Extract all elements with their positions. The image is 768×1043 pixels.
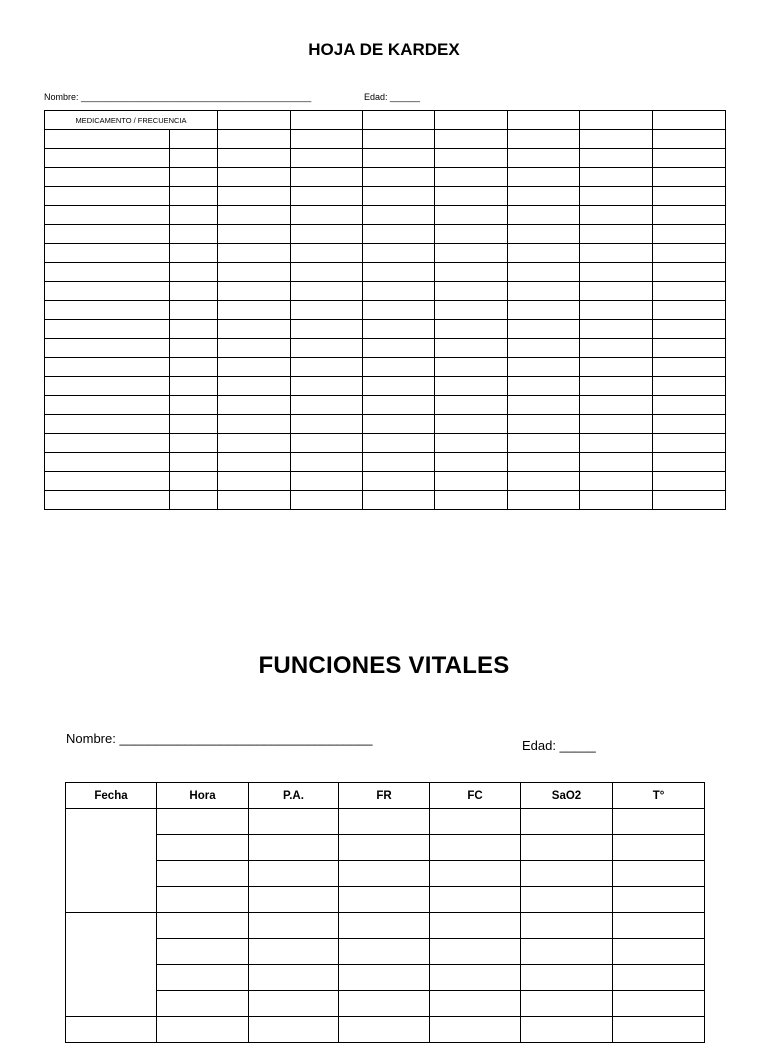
- kardex-cell: [508, 282, 580, 301]
- kardex-nombre-field: Nombre: ______________________________________________: [44, 92, 312, 102]
- kardex-cell: [363, 206, 435, 225]
- kardex-cell: [218, 130, 291, 149]
- kardex-cell: [218, 111, 291, 130]
- vitales-cell: [157, 991, 249, 1017]
- kardex-cell: [291, 453, 363, 472]
- vitales-cell: [157, 809, 249, 835]
- kardex-row: [45, 434, 726, 453]
- kardex-cell: [580, 377, 653, 396]
- fecha-cell: [66, 1017, 157, 1043]
- vitales-cell: [521, 861, 613, 887]
- kardex-cell: [580, 244, 653, 263]
- kardex-cell: [45, 282, 170, 301]
- vitales-cell: [249, 913, 339, 939]
- kardex-cell: [363, 415, 435, 434]
- kardex-cell: [363, 301, 435, 320]
- kardex-cell: [508, 111, 580, 130]
- kardex-cell: [580, 358, 653, 377]
- kardex-cell: [363, 111, 435, 130]
- kardex-row: [45, 491, 726, 510]
- kardex-cell: [580, 453, 653, 472]
- kardex-edad-field: Edad: ______: [364, 92, 421, 102]
- kardex-cell: [508, 187, 580, 206]
- kardex-cell: [435, 320, 508, 339]
- kardex-cell: [363, 244, 435, 263]
- kardex-cell: [291, 491, 363, 510]
- kardex-cell: [170, 377, 218, 396]
- kardex-cell: [170, 453, 218, 472]
- kardex-cell: [218, 225, 291, 244]
- vitales-cell: [430, 1017, 521, 1043]
- kardex-cell: [580, 187, 653, 206]
- kardex-cell: [363, 263, 435, 282]
- kardex-row: [45, 282, 726, 301]
- header-fc: FC: [430, 783, 521, 809]
- kardex-cell: [363, 225, 435, 244]
- kardex-cell: [170, 301, 218, 320]
- kardex-cell: [45, 415, 170, 434]
- kardex-cell: [170, 244, 218, 263]
- kardex-cell: [653, 206, 726, 225]
- vitales-header-row: [66, 783, 705, 809]
- kardex-cell: [363, 130, 435, 149]
- kardex-cell: [653, 358, 726, 377]
- vitales-cell: [521, 913, 613, 939]
- kardex-cell: [580, 396, 653, 415]
- kardex-cell: [45, 206, 170, 225]
- vitales-cell: [521, 887, 613, 913]
- kardex-cell: [291, 339, 363, 358]
- kardex-cell: [580, 225, 653, 244]
- vitales-cell: [430, 809, 521, 835]
- kardex-cell: [291, 434, 363, 453]
- vitales-cell: [430, 991, 521, 1017]
- kardex-medicamento-header: MEDICAMENTO / FRECUENCIA: [45, 111, 218, 130]
- kardex-cell: [363, 339, 435, 358]
- kardex-cell: [653, 187, 726, 206]
- kardex-cell: [291, 472, 363, 491]
- vitales-cell: [157, 965, 249, 991]
- kardex-cell: [653, 263, 726, 282]
- kardex-cell: [653, 168, 726, 187]
- kardex-cell: [435, 301, 508, 320]
- kardex-cell: [653, 282, 726, 301]
- kardex-cell: [435, 415, 508, 434]
- kardex-row: [45, 130, 726, 149]
- vitales-row: [66, 861, 705, 887]
- kardex-table: [44, 110, 726, 510]
- kardex-cell: [363, 187, 435, 206]
- kardex-cell: [435, 225, 508, 244]
- vitales-cell: [249, 809, 339, 835]
- vitales-row: [66, 835, 705, 861]
- kardex-cell: [170, 149, 218, 168]
- vitales-row: [66, 887, 705, 913]
- vitales-cell: [613, 939, 705, 965]
- vitales-cell: [521, 939, 613, 965]
- kardex-cell: [508, 434, 580, 453]
- vitales-cell: [339, 809, 430, 835]
- kardex-cell: [291, 263, 363, 282]
- kardex-cell: [653, 149, 726, 168]
- vitales-cell: [157, 939, 249, 965]
- kardex-cell: [435, 396, 508, 415]
- kardex-cell: [508, 396, 580, 415]
- kardex-cell: [218, 282, 291, 301]
- vitales-cell: [249, 861, 339, 887]
- vitales-cell: [157, 835, 249, 861]
- kardex-cell: [170, 339, 218, 358]
- kardex-cell: [435, 358, 508, 377]
- vitales-cell: [339, 913, 430, 939]
- kardex-cell: [653, 111, 726, 130]
- kardex-cell: [508, 225, 580, 244]
- vitales-cell: [249, 991, 339, 1017]
- kardex-cell: [218, 396, 291, 415]
- kardex-cell: [580, 320, 653, 339]
- kardex-cell: [580, 130, 653, 149]
- vitales-cell: [521, 991, 613, 1017]
- kardex-cell: [435, 377, 508, 396]
- kardex-cell: [45, 187, 170, 206]
- vitales-cell: [613, 991, 705, 1017]
- vitales-cell: [430, 887, 521, 913]
- kardex-cell: [508, 301, 580, 320]
- vitales-cell: [430, 965, 521, 991]
- vitales-cell: [521, 835, 613, 861]
- kardex-cell: [170, 225, 218, 244]
- kardex-cell: [435, 491, 508, 510]
- kardex-cell: [218, 263, 291, 282]
- kardex-cell: [291, 168, 363, 187]
- kardex-cell: [170, 130, 218, 149]
- kardex-cell: [170, 263, 218, 282]
- kardex-row: [45, 396, 726, 415]
- kardex-cell: [580, 301, 653, 320]
- kardex-cell: [435, 111, 508, 130]
- kardex-cell: [45, 225, 170, 244]
- header-temp: T°: [613, 783, 705, 809]
- vitales-cell: [157, 913, 249, 939]
- kardex-cell: [291, 415, 363, 434]
- kardex-cell: [363, 396, 435, 415]
- kardex-cell: [580, 149, 653, 168]
- kardex-cell: [45, 472, 170, 491]
- kardex-cell: [170, 434, 218, 453]
- header-fr: FR: [339, 783, 430, 809]
- kardex-cell: [170, 472, 218, 491]
- kardex-cell: [435, 434, 508, 453]
- kardex-cell: [170, 187, 218, 206]
- vitales-cell: [613, 861, 705, 887]
- vitales-row: [66, 809, 705, 835]
- vitales-cell: [613, 887, 705, 913]
- kardex-cell: [218, 453, 291, 472]
- kardex-cell: [291, 187, 363, 206]
- kardex-cell: [508, 206, 580, 225]
- kardex-cell: [218, 244, 291, 263]
- vitales-cell: [430, 835, 521, 861]
- kardex-cell: [291, 225, 363, 244]
- kardex-cell: [363, 149, 435, 168]
- vitales-cell: [157, 1017, 249, 1043]
- kardex-cell: [218, 149, 291, 168]
- vitales-row: [66, 1017, 705, 1043]
- vitales-cell: [249, 965, 339, 991]
- kardex-row: [45, 320, 726, 339]
- kardex-cell: [435, 263, 508, 282]
- kardex-cell: [508, 149, 580, 168]
- kardex-row: [45, 187, 726, 206]
- vitales-cell: [430, 939, 521, 965]
- kardex-row: [45, 415, 726, 434]
- kardex-cell: [435, 244, 508, 263]
- vitales-row: [66, 939, 705, 965]
- vitales-cell: [339, 1017, 430, 1043]
- kardex-cell: [653, 453, 726, 472]
- kardex-cell: [653, 130, 726, 149]
- kardex-cell: [291, 358, 363, 377]
- kardex-cell: [653, 339, 726, 358]
- kardex-cell: [435, 206, 508, 225]
- kardex-cell: [653, 244, 726, 263]
- kardex-cell: [218, 358, 291, 377]
- kardex-cell: [508, 130, 580, 149]
- kardex-cell: [218, 339, 291, 358]
- vitales-cell: [613, 1017, 705, 1043]
- kardex-cell: [170, 491, 218, 510]
- kardex-cell: [435, 339, 508, 358]
- kardex-cell: [363, 282, 435, 301]
- kardex-cell: [508, 472, 580, 491]
- kardex-cell: [363, 168, 435, 187]
- kardex-cell: [170, 415, 218, 434]
- kardex-cell: [45, 168, 170, 187]
- kardex-row: [45, 149, 726, 168]
- kardex-cell: [508, 491, 580, 510]
- vitales-cell: [613, 809, 705, 835]
- kardex-row: [45, 472, 726, 491]
- vitales-row: [66, 913, 705, 939]
- kardex-cell: [291, 396, 363, 415]
- kardex-cell: [363, 320, 435, 339]
- kardex-cell: [170, 320, 218, 339]
- kardex-cell: [291, 282, 363, 301]
- vitales-cell: [339, 965, 430, 991]
- kardex-cell: [580, 339, 653, 358]
- kardex-cell: [508, 358, 580, 377]
- kardex-cell: [653, 301, 726, 320]
- kardex-cell: [508, 377, 580, 396]
- kardex-row: [45, 244, 726, 263]
- header-fecha: Fecha: [66, 783, 157, 809]
- kardex-row: [45, 168, 726, 187]
- vitales-cell: [157, 861, 249, 887]
- kardex-cell: [170, 168, 218, 187]
- kardex-cell: [653, 320, 726, 339]
- kardex-cell: [170, 358, 218, 377]
- vitales-cell: [249, 939, 339, 965]
- vitales-cell: [613, 835, 705, 861]
- kardex-cell: [218, 415, 291, 434]
- kardex-cell: [508, 415, 580, 434]
- vitales-cell: [613, 913, 705, 939]
- kardex-cell: [580, 263, 653, 282]
- kardex-row: [45, 225, 726, 244]
- kardex-cell: [45, 130, 170, 149]
- vitales-title: FUNCIONES VITALES: [258, 652, 510, 679]
- kardex-title: HOJA DE KARDEX: [308, 40, 460, 59]
- kardex-cell: [363, 453, 435, 472]
- vitales-cell: [521, 1017, 613, 1043]
- kardex-cell: [653, 434, 726, 453]
- kardex-cell: [291, 320, 363, 339]
- kardex-cell: [580, 111, 653, 130]
- kardex-cell: [580, 282, 653, 301]
- kardex-cell: [218, 320, 291, 339]
- kardex-cell: [508, 320, 580, 339]
- kardex-cell: [218, 206, 291, 225]
- kardex-cell: [653, 377, 726, 396]
- vitales-cell: [430, 861, 521, 887]
- vitales-row: [66, 991, 705, 1017]
- vitales-row: [66, 965, 705, 991]
- kardex-cell: [45, 491, 170, 510]
- vitales-cell: [339, 991, 430, 1017]
- vitales-cell: [430, 913, 521, 939]
- kardex-cell: [508, 263, 580, 282]
- kardex-row: [45, 453, 726, 472]
- kardex-row: [45, 263, 726, 282]
- kardex-cell: [218, 434, 291, 453]
- vitales-cell: [613, 965, 705, 991]
- kardex-cell: [653, 472, 726, 491]
- fecha-cell: [66, 809, 157, 913]
- vitales-edad-field: Edad: _____: [522, 738, 596, 753]
- kardex-cell: [218, 472, 291, 491]
- kardex-cell: [218, 301, 291, 320]
- kardex-cell: [45, 301, 170, 320]
- kardex-cell: [45, 434, 170, 453]
- kardex-cell: [291, 301, 363, 320]
- kardex-cell: [653, 225, 726, 244]
- header-hora: Hora: [157, 783, 249, 809]
- kardex-cell: [45, 453, 170, 472]
- vitales-cell: [339, 887, 430, 913]
- kardex-cell: [435, 149, 508, 168]
- kardex-cell: [45, 396, 170, 415]
- kardex-cell: [580, 168, 653, 187]
- kardex-cell: [653, 415, 726, 434]
- kardex-cell: [291, 244, 363, 263]
- fecha-cell: [66, 913, 157, 1017]
- vitales-cell: [339, 861, 430, 887]
- kardex-row: [45, 301, 726, 320]
- kardex-cell: [170, 396, 218, 415]
- kardex-cell: [508, 453, 580, 472]
- vitales-table: [65, 782, 705, 1043]
- kardex-cell: [291, 130, 363, 149]
- vitales-cell: [249, 887, 339, 913]
- kardex-cell: [435, 168, 508, 187]
- kardex-row: [45, 206, 726, 225]
- kardex-cell: [363, 491, 435, 510]
- kardex-cell: [653, 491, 726, 510]
- kardex-cell: [218, 168, 291, 187]
- kardex-cell: [45, 358, 170, 377]
- kardex-cell: [580, 472, 653, 491]
- kardex-cell: [170, 206, 218, 225]
- vitales-cell: [249, 1017, 339, 1043]
- header-sao2: SaO2: [521, 783, 613, 809]
- kardex-cell: [45, 320, 170, 339]
- kardex-cell: [363, 358, 435, 377]
- kardex-cell: [435, 453, 508, 472]
- kardex-cell: [363, 377, 435, 396]
- kardex-cell: [435, 187, 508, 206]
- header-pa: P.A.: [249, 783, 339, 809]
- kardex-cell: [218, 377, 291, 396]
- kardex-cell: [291, 111, 363, 130]
- kardex-cell: [170, 282, 218, 301]
- kardex-cell: [580, 206, 653, 225]
- kardex-header-row: [45, 111, 726, 130]
- kardex-cell: [508, 168, 580, 187]
- kardex-cell: [580, 434, 653, 453]
- kardex-cell: [45, 149, 170, 168]
- kardex-cell: [291, 377, 363, 396]
- kardex-cell: [45, 339, 170, 358]
- kardex-row: [45, 358, 726, 377]
- kardex-cell: [45, 263, 170, 282]
- kardex-row: [45, 377, 726, 396]
- vitales-cell: [157, 887, 249, 913]
- kardex-cell: [508, 244, 580, 263]
- kardex-cell: [45, 244, 170, 263]
- vitales-cell: [339, 835, 430, 861]
- vitales-cell: [249, 835, 339, 861]
- kardex-cell: [653, 396, 726, 415]
- kardex-cell: [580, 491, 653, 510]
- kardex-cell: [363, 472, 435, 491]
- vitales-cell: [521, 809, 613, 835]
- kardex-cell: [435, 130, 508, 149]
- vitales-cell: [339, 939, 430, 965]
- kardex-cell: [580, 415, 653, 434]
- kardex-cell: [363, 434, 435, 453]
- kardex-cell: [45, 377, 170, 396]
- kardex-cell: [435, 282, 508, 301]
- kardex-row: [45, 339, 726, 358]
- kardex-cell: [218, 491, 291, 510]
- vitales-cell: [521, 965, 613, 991]
- kardex-cell: [508, 339, 580, 358]
- kardex-cell: [218, 187, 291, 206]
- kardex-cell: [291, 149, 363, 168]
- kardex-cell: [435, 472, 508, 491]
- vitales-nombre-field: Nombre: ___________________________________: [66, 731, 373, 746]
- kardex-cell: [291, 206, 363, 225]
